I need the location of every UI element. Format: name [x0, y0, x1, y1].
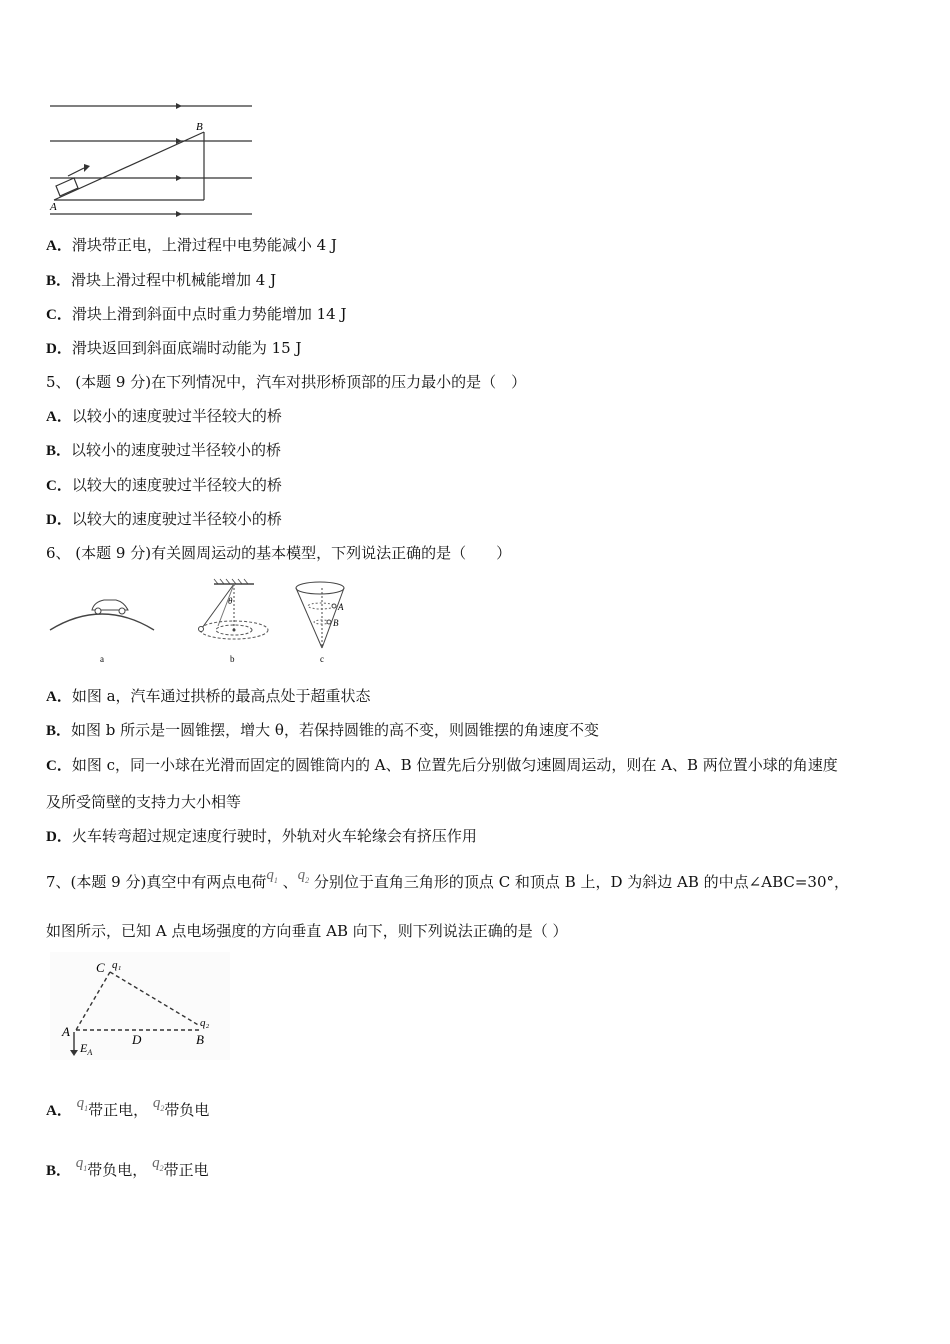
- fig-label-c: c: [320, 654, 324, 664]
- q7-stem-line1: 7、(本题 9 分)真空中有两点电荷$q_1$ 、$q_2$ 分别位于直角三角形的顶点 C 和顶点 B 上，D 为斜边 AB 的中点∠ABC=30°，: [46, 867, 850, 891]
- fig-theta: θ: [228, 596, 233, 606]
- q5-option-c: C．以较大的速度驶过半径较大的桥: [46, 476, 282, 494]
- fig-c-label-a: A: [338, 602, 344, 612]
- q5-option-d: D．以较大的速度驶过半径较小的桥: [46, 510, 282, 528]
- tri-a: A: [62, 1024, 70, 1039]
- fig-label-a: a: [100, 654, 104, 664]
- q7-stem-line2: 如图所示，已知 A 点电场强度的方向垂直 AB 向下，则下列说法正确的是（ ）: [46, 922, 568, 940]
- incline-field-figure: [46, 96, 256, 220]
- tri-q2: q₂: [200, 1017, 210, 1029]
- q6-option-c: C．如图 c，同一小球在光滑而固定的圆锥筒内的 A、B 位置先后分别做匀速圆周运动，则在 A、B 两位置小球的角速度: [46, 756, 838, 774]
- q5-option-a: A．以较小的速度驶过半径较大的桥: [46, 407, 282, 425]
- tri-d: D: [132, 1032, 142, 1047]
- tri-c: C: [96, 960, 105, 975]
- q5-option-b: B．以较小的速度驶过半径较小的桥: [46, 441, 282, 459]
- q4-option-c: C．滑块上滑到斜面中点时重力势能增加 14 J: [46, 305, 347, 323]
- q6-option-d: D．火车转弯超过规定速度行驶时，外轨对火车轮缘会有挤压作用: [46, 827, 477, 845]
- fig-label-b: b: [230, 654, 235, 664]
- q4-option-d: D．滑块返回到斜面底端时动能为 15 J: [46, 339, 302, 357]
- tri-ea: $E_A$: [80, 1041, 93, 1057]
- q6-option-a: A．如图 a，汽车通过拱桥的最高点处于超重状态: [46, 687, 371, 705]
- q7-option-a: A． $q_1$带正电， $q_2$带负电: [46, 1095, 210, 1119]
- q4-option-b: B．滑块上滑过程中机械能增加 4 J: [46, 271, 277, 289]
- q7-option-b: B． $q_1$带负电， $q_2$带正电: [46, 1155, 209, 1179]
- tri-b: B: [196, 1032, 204, 1047]
- triangle-charges-figure: [50, 952, 230, 1060]
- q4-option-a: A．滑块带正电，上滑过程中电势能减小 4 J: [46, 236, 337, 254]
- q6-stem: 6、 (本题 9 分)有关圆周运动的基本模型，下列说法正确的是（ ）: [46, 544, 512, 562]
- circular-motion-figure: [46, 578, 356, 670]
- q6-option-c-cont: 及所受筒壁的支持力大小相等: [46, 793, 242, 811]
- q6-option-b: B．如图 b 所示是一圆锥摆，增大 θ，若保持圆锥的高不变，则圆锥摆的角速度不变: [46, 721, 599, 739]
- q7-q1: $q_1$: [266, 867, 278, 885]
- tri-q1: q₁: [112, 959, 122, 971]
- q5-stem: 5、 (本题 9 分)在下列情况中，汽车对拱形桥顶部的压力最小的是（ ）: [46, 373, 527, 391]
- q7-q2: $q_2$: [297, 867, 310, 885]
- label-b: B: [196, 121, 203, 133]
- fig-c-label-b: B: [333, 618, 339, 628]
- label-a: A: [50, 201, 57, 213]
